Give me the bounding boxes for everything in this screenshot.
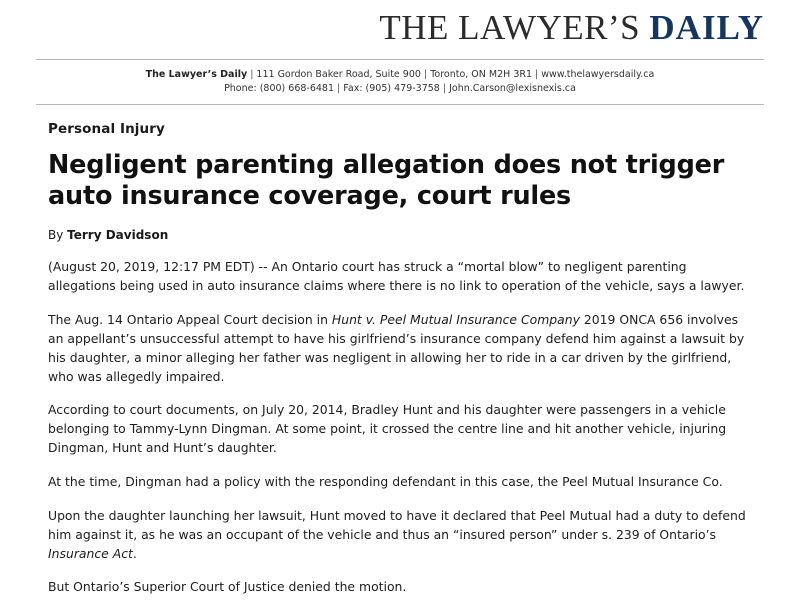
contact-address: 111 Gordon Baker Road, Suite 900 bbox=[256, 68, 421, 80]
paragraph-4: At the time, Dingman had a policy with the responding defendant in this case, the Peel Mutual Insurance Co. bbox=[48, 474, 723, 489]
publication-logo bbox=[379, 10, 764, 47]
statute-insurance-act: Insurance Act bbox=[48, 545, 133, 561]
paragraph-5-text-b: . bbox=[132, 545, 137, 561]
byline bbox=[48, 228, 752, 242]
paragraph-2-text-a: The Aug. 14 Ontario Appeal Court decision in bbox=[48, 312, 332, 328]
contact-email-link[interactable]: John.Carson@lexisnexis.ca bbox=[449, 83, 576, 95]
contact-website-link[interactable]: www.thelawyersdaily.ca bbox=[541, 68, 655, 80]
byline-prefix: By bbox=[48, 228, 68, 243]
contact-fax: Fax: (905) 479-3758 bbox=[343, 83, 440, 95]
paragraph-2 bbox=[48, 311, 752, 386]
logo-the: THE bbox=[379, 8, 449, 47]
contact-phone: Phone: (800) 668-6481 bbox=[224, 83, 335, 95]
paragraph-6: But Ontario’s Superior Court of Justice denied the motion. bbox=[48, 579, 407, 595]
contact-separator-4: | bbox=[337, 83, 341, 95]
contact-separator-2: | bbox=[423, 68, 428, 80]
case-citation-hunt-v-peel: Hunt v. Peel Mutual Insurance Company bbox=[331, 312, 580, 328]
contact-line-1 bbox=[36, 68, 764, 83]
paragraph-5-text-a: Upon the daughter launching her lawsuit, Hunt moved to have it declared that Peel Mutual had a duty to defend him against it, as he was an occupant of the vehicle and thus an “insured person” under s. 239 of Ontario’s bbox=[48, 507, 746, 542]
contact-separator-1: | bbox=[250, 68, 254, 80]
byline-author[interactable]: Terry Davidson bbox=[67, 228, 169, 243]
contact-brand: The Lawyer’s Daily bbox=[145, 68, 248, 80]
paragraph-5 bbox=[48, 507, 752, 564]
logo-daily: DAILY bbox=[649, 8, 764, 47]
contact-separator-5: | bbox=[442, 83, 447, 95]
article-body bbox=[0, 105, 800, 597]
contact-separator-3: | bbox=[535, 68, 539, 80]
logo-lawyers: LAWYER’S bbox=[458, 8, 641, 47]
article-category[interactable]: Personal Injury bbox=[48, 121, 165, 138]
page-title: Negligent parenting allegation does not trigger auto insurance coverage, court rules bbox=[48, 150, 725, 212]
paragraph-2-text-b: 2019 ONCA 656 involves an appellant’s unsuccessful attempt to have his girlfriend’s insurance company defend him against a lawsuit by his daughter, a minor alleging her father was negligent in allowing her to ride in a car driven by the girlfriend, who was allegedly impaired. bbox=[48, 312, 745, 384]
contact-city: Toronto, ON M2H 3R1 bbox=[430, 68, 533, 80]
contact-bar bbox=[0, 60, 800, 104]
paragraph-3: According to court documents, on July 20, 2014, Bradley Hunt and his daughter were passengers in a vehicle belonging to Tammy-Lynn Dingman. At some point, it crossed the centre line and hit another vehicle, injuring Dingman, Hunt and Hunt’s daughter. bbox=[48, 402, 727, 456]
masthead bbox=[0, 0, 800, 55]
contact-line-2 bbox=[36, 82, 764, 97]
paragraph-1: (August 20, 2019, 12:17 PM EDT) -- An Ontario court has struck a “mortal blow” to negligent parenting allegations being used in auto insurance claims where there is no link to operation of the vehicle, says a lawyer. bbox=[48, 259, 745, 294]
